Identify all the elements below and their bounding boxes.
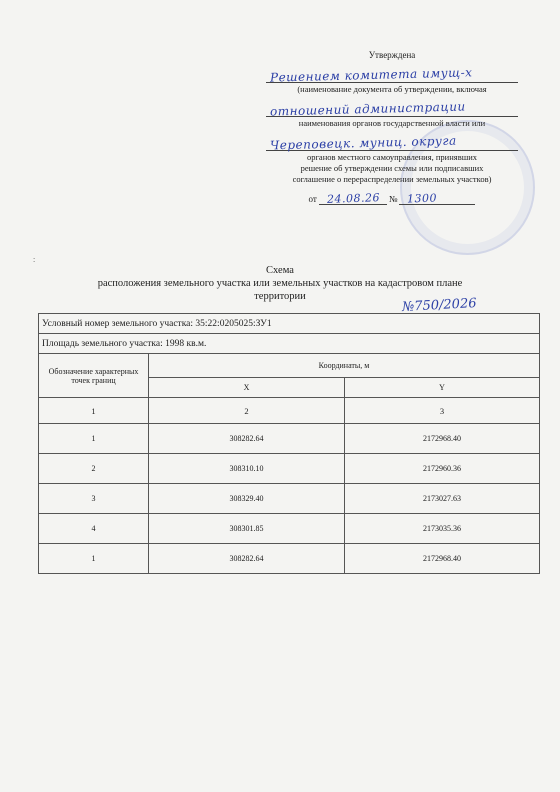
table-row: [39, 544, 540, 574]
doc-name-line: [266, 67, 518, 83]
coord-x: 308301.85: [149, 514, 345, 544]
municipality-caption-1: органов местного самоуправления, принявших: [306, 152, 478, 162]
coord-y: 2173027.63: [345, 484, 540, 514]
header-row-1: [39, 354, 540, 378]
coordinates-table: [38, 313, 540, 574]
coords-header: Координаты, м: [149, 354, 540, 378]
table-row: [39, 514, 540, 544]
org-name-caption: наименования органов государственной власти или: [298, 118, 486, 128]
number-handwriting: 1300: [407, 191, 438, 206]
coord-x: 308282.64: [149, 424, 345, 454]
coord-y: 2172968.40: [345, 544, 540, 574]
number-field: [399, 191, 475, 205]
column-index: 2: [149, 398, 345, 424]
coord-x: 308282.64: [149, 544, 345, 574]
point-id: 1: [39, 544, 149, 574]
point-id: 2: [39, 454, 149, 484]
point-id: 4: [39, 514, 149, 544]
doc-name-handwriting: Решением комитета имущ-х: [269, 65, 473, 85]
table-row: [39, 484, 540, 514]
coord-y: 2172960.36: [345, 454, 540, 484]
margin-mark: :: [33, 255, 36, 264]
date-number-line: [262, 191, 522, 205]
parcel-number-cell: Условный номер земельного участка: 35:22:0205025:ЗУ1: [39, 314, 540, 334]
municipality-handwriting: Череповецк. муниц. округа: [269, 133, 457, 153]
doc-name-caption: (наименование документа об утверждении, включая: [297, 84, 487, 94]
municipality-caption-3: соглашение о перераспределении земельных участков): [292, 174, 492, 184]
table-row: [39, 454, 540, 484]
points-header: Обозначение характерных точек границ: [39, 354, 149, 398]
date-field: [319, 191, 387, 205]
table-row: [39, 424, 540, 454]
point-id: 3: [39, 484, 149, 514]
column-index: 1: [39, 398, 149, 424]
date-prefix: от: [308, 194, 317, 204]
area-cell: Площадь земельного участка: 1998 кв.м.: [39, 334, 540, 354]
org-name-handwriting: отношений администрации: [269, 99, 466, 119]
column-index-row: [39, 398, 540, 424]
municipality-caption-2: решение об утверждении схемы или подписавших: [300, 163, 484, 173]
title-line-2: расположения земельного участка или земельных участков на кадастровом плане: [97, 278, 463, 289]
registry-number-handwriting: №750/2026: [401, 296, 477, 315]
date-handwriting: 24.08.26: [326, 191, 381, 206]
coord-x: 308310.10: [149, 454, 345, 484]
point-id: 1: [39, 424, 149, 454]
column-index: 3: [345, 398, 540, 424]
coord-y: 2172968.40: [345, 424, 540, 454]
approved-label: Утверждена: [368, 50, 416, 60]
parcel-number-row: [39, 314, 540, 334]
municipality-line: [266, 135, 518, 151]
area-row: [39, 334, 540, 354]
x-header: X: [149, 378, 345, 398]
approval-block: [262, 50, 522, 205]
coord-x: 308329.40: [149, 484, 345, 514]
title-line-1: Схема: [266, 265, 294, 276]
coord-y: 2173035.36: [345, 514, 540, 544]
number-sign: №: [388, 194, 398, 204]
title-line-3: территории: [254, 291, 306, 302]
y-header: Y: [345, 378, 540, 398]
org-name-line: [266, 101, 518, 117]
